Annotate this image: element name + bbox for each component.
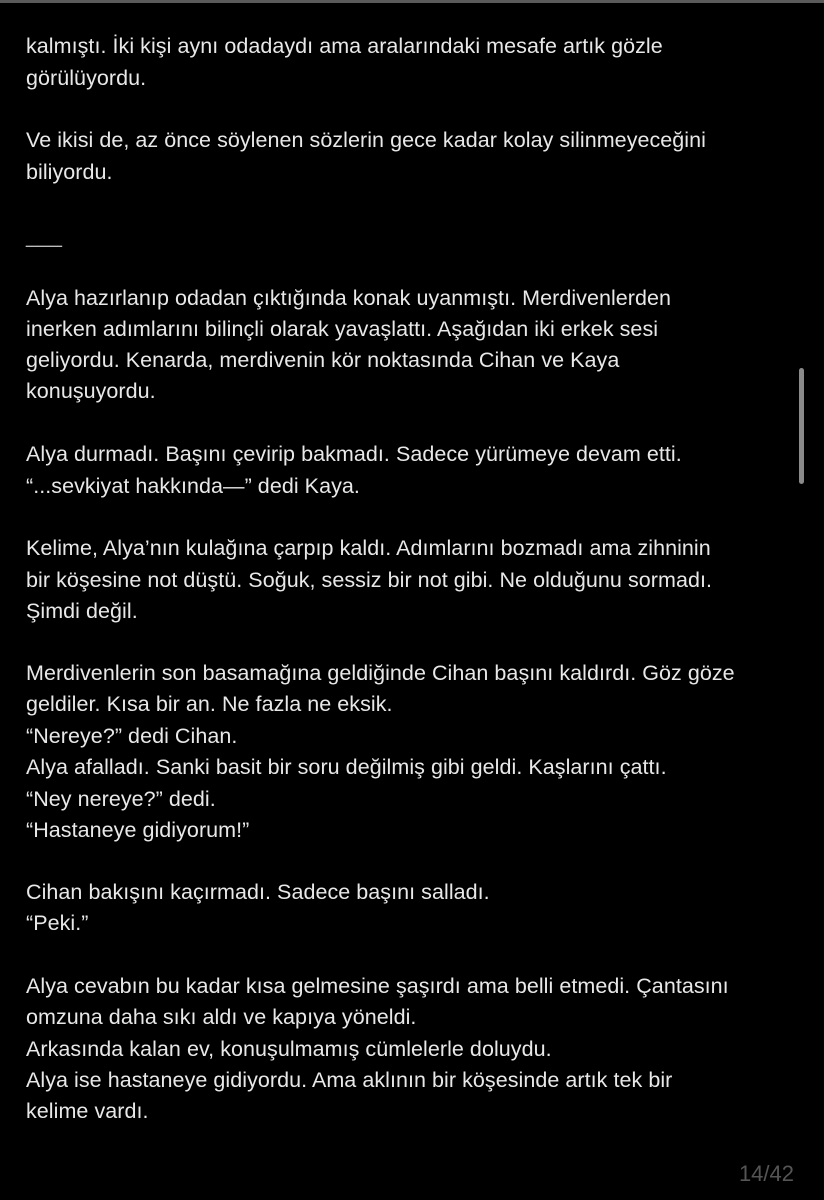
text-line: geldiler. Kısa bir an. Ne fazla ne eksik.	[26, 692, 393, 716]
text-line: görülüyordu.	[26, 66, 147, 90]
scrollbar-thumb[interactable]	[799, 368, 804, 484]
text-line: Kelime, Alya’nın kulağına çarpıp kaldı. Adımlarını bozmadı ama zihninin	[26, 536, 711, 560]
text-line: konuşuyordu.	[26, 379, 156, 403]
text-line: geliyordu. Kenarda, merdivenin kör noktasında Cihan ve Kaya	[26, 348, 620, 372]
section-separator: ___	[26, 224, 63, 248]
text-line: kelime vardı.	[26, 1099, 149, 1123]
text-line: Cihan bakışını kaçırmadı. Sadece başını salladı.	[26, 880, 490, 904]
text-line: “...sevkiyat hakkında—” dedi Kaya.	[26, 474, 360, 498]
text-line: Şimdi değil.	[26, 599, 138, 623]
text-line: biliyordu.	[26, 160, 113, 184]
text-line: Alya afalladı. Sanki basit bir soru değilmiş gibi geldi. Kaşlarını çattı.	[26, 755, 667, 779]
text-line: “Hastaneye gidiyorum!”	[26, 818, 250, 842]
text-line: “Peki.”	[26, 911, 89, 935]
text-line: Alya durmadı. Başını çevirip bakmadı. Sadece yürümeye devam etti.	[26, 442, 682, 466]
text-line: “Nereye?” dedi Cihan.	[26, 724, 238, 748]
text-line: Alya hazırlanıp odadan çıktığında konak uyanmıştı. Merdivenlerden	[26, 286, 672, 310]
text-line: bir köşesine not düştü. Soğuk, sessiz bir not gibi. Ne olduğunu sormadı.	[26, 568, 713, 592]
text-line: kalmıştı. İki kişi aynı odadaydı ama aralarındaki mesafe artık gözle	[26, 34, 663, 58]
text-line: inerken adımlarını bilinçli olarak yavaşlattı. Aşağıdan iki erkek sesi	[26, 317, 659, 341]
text-line: “Ney nereye?” dedi.	[26, 787, 216, 811]
text-line: Alya ise hastaneye gidiyordu. Ama aklının bir köşesinde artık tek bir	[26, 1068, 673, 1092]
reader-text-area[interactable]	[26, 0, 796, 1200]
text-line: Ve ikisi de, az önce söylenen sözlerin gece kadar kolay silinmeyeceğini	[26, 128, 706, 152]
text-line: Alya cevabın bu kadar kısa gelmesine şaşırdı ama belli etmedi. Çantasını	[26, 974, 729, 998]
page-indicator: 14/42	[738, 1161, 794, 1186]
text-line: Merdivenlerin son basamağına geldiğinde Cihan başını kaldırdı. Göz göze	[26, 661, 735, 685]
text-line: Arkasında kalan ev, konuşulmamış cümlelerle doluydu.	[26, 1037, 552, 1061]
scrollbar[interactable]	[798, 0, 806, 1200]
text-line: omzuna daha sıkı aldı ve kapıya yöneldi.	[26, 1005, 417, 1029]
